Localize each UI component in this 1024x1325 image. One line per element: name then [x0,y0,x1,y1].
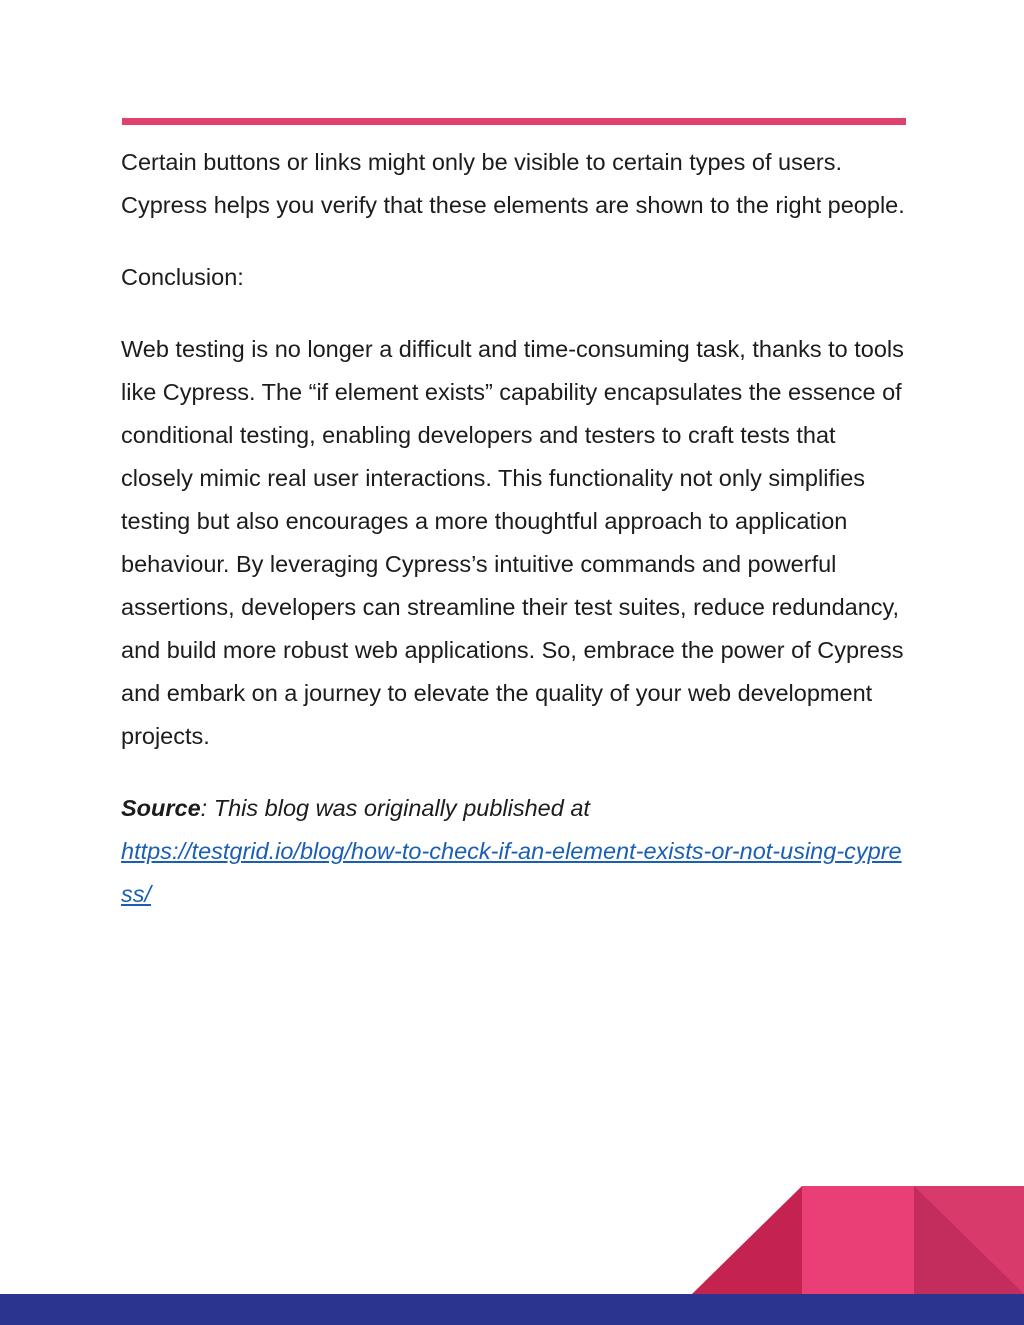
source-text: : This blog was originally published at [200,795,590,821]
footer-triangle-dark [692,1186,802,1294]
source-label: Source [121,795,201,821]
footer-navy-bar [0,1294,1024,1325]
footer-triangle-shade [914,1186,1024,1294]
paragraph-conclusion: Web testing is no longer a difficult and time-consuming task, thanks to tools like Cypress. The “if element exists” capability encapsulates the essence of conditional testing, enabling developers and testers to craft tests that closely mimic real user interactions. This functionality not only simplifies testing but also encourages a more thoughtful approach to application behaviour. By leveraging Cypress’s intuitive commands and powerful assertions, developers can streamline their test suites, reduce redundancy, and build more robust web applications. So, embrace the power of Cypress and embark on a journey to elevate the quality of your web development projects. [121,336,904,749]
footer-block-right [914,1186,1024,1294]
document-body [121,141,911,945]
top-accent-rule [122,118,906,125]
source-attribution [121,787,911,916]
source-link[interactable]: https://testgrid.io/blog/how-to-check-if-an-element-exists-or-not-using-cypress/ [121,838,902,907]
heading-conclusion: Conclusion: [121,264,244,290]
paragraph-visibility: Certain buttons or links might only be visible to certain types of users. Cypress helps you verify that these elements are shown to the right people. [121,149,905,218]
footer-block-pink [802,1186,914,1294]
